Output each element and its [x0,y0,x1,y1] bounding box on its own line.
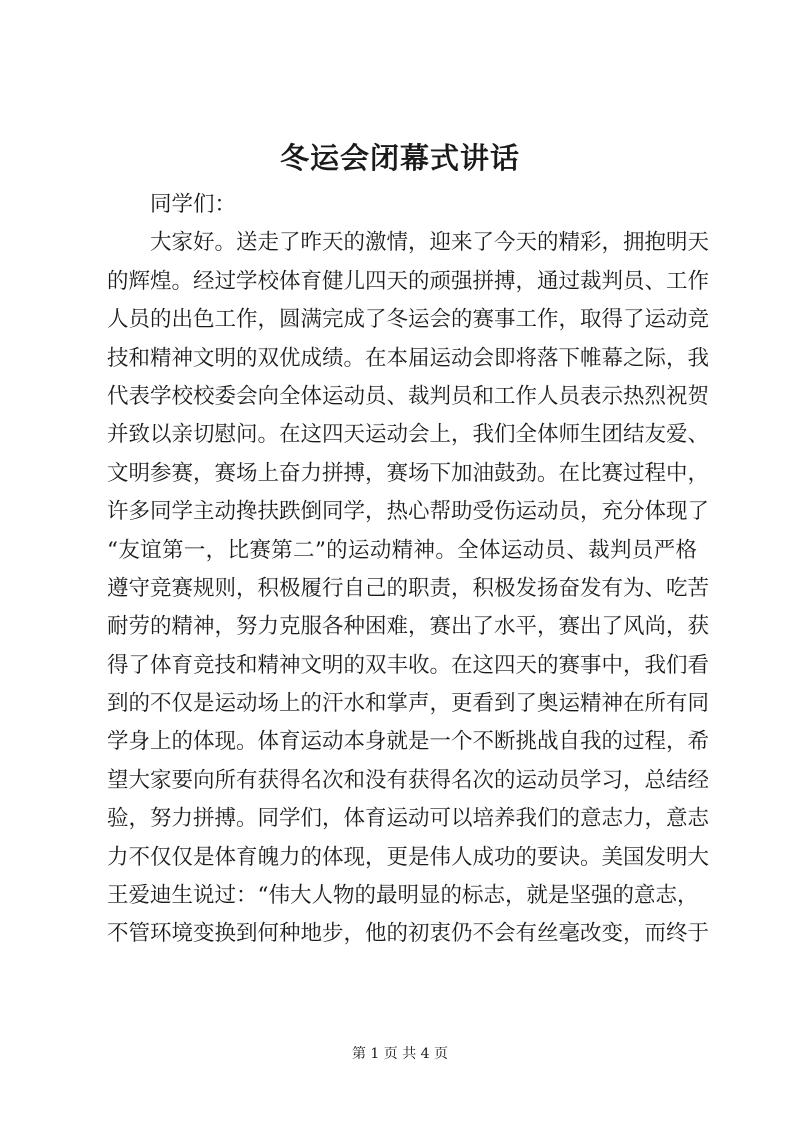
paragraph-line: 的辉煌。经过学校体育健儿四天的顽强拼搏，通过裁判员、工作 [107,268,710,294]
paragraph-line: 得了体育竞技和精神文明的双丰收。在这四天的赛事中，我们看 [107,652,710,678]
paragraph-line: 验，努力拼搏。同学们，体育运动可以培养我们的意志力，意志 [107,806,710,832]
paragraph-line: 望大家要向所有获得名次和没有获得名次的运动员学习，总结经 [107,767,710,793]
paragraph-line: “友谊第一，比赛第二”的运动精神。全体运动员、裁判员严格 [107,537,697,563]
paragraph-line: 不管环境变换到何种地步，他的初衷仍不会有丝毫改变，而终于 [107,921,710,947]
paragraph-line: 王爱迪生说过：“伟大人物的最明显的标志，就是坚强的意志， [107,883,699,909]
paragraph-line: 技和精神文明的双优成绩。在本届运动会即将落下帷幕之际，我 [107,345,710,371]
paragraph-line: 大家好。送走了昨天的激情，迎来了今天的精彩，拥抱明天 [150,230,710,256]
paragraph-line: 到的不仅是运动场上的汗水和掌声，更看到了奥运精神在所有同 [107,691,710,717]
paragraph-line: 代表学校校委会向全体运动员、裁判员和工作人员表示热烈祝贺 [107,383,710,409]
paragraph-line: 文明参赛，赛场上奋力拼搏，赛场下加油鼓劲。在比赛过程中， [107,460,710,486]
paragraph-line: 许多同学主动搀扶跌倒同学，热心帮助受伤运动员，充分体现了 [107,499,710,525]
paragraph-line: 遵守竞赛规则，积极履行自己的职责，积极发扬奋发有为、吃苦 [107,575,710,601]
page-footer: 第 1 页 共 4 页 [351,1046,449,1062]
paragraph-line: 学身上的体现。体育运动本身就是一个不断挑战自我的过程，希 [107,729,710,755]
paragraph-line: 耐劳的精神，努力克服各种困难，赛出了水平，赛出了风尚，获 [107,614,710,640]
salutation: 同学们： [150,192,237,217]
page-title: 冬运会闭幕式讲话 [279,141,520,175]
document-body [107,186,710,954]
paragraph-line: 人员的出色工作，圆满完成了冬运会的赛事工作，取得了运动竞 [107,307,710,333]
paragraph-line: 并致以亲切慰问。在这四天运动会上，我们全体师生团结友爱、 [107,422,710,448]
paragraph-line: 力不仅仅是体育魄力的体现，更是伟人成功的要诀。美国发明大 [107,844,710,870]
